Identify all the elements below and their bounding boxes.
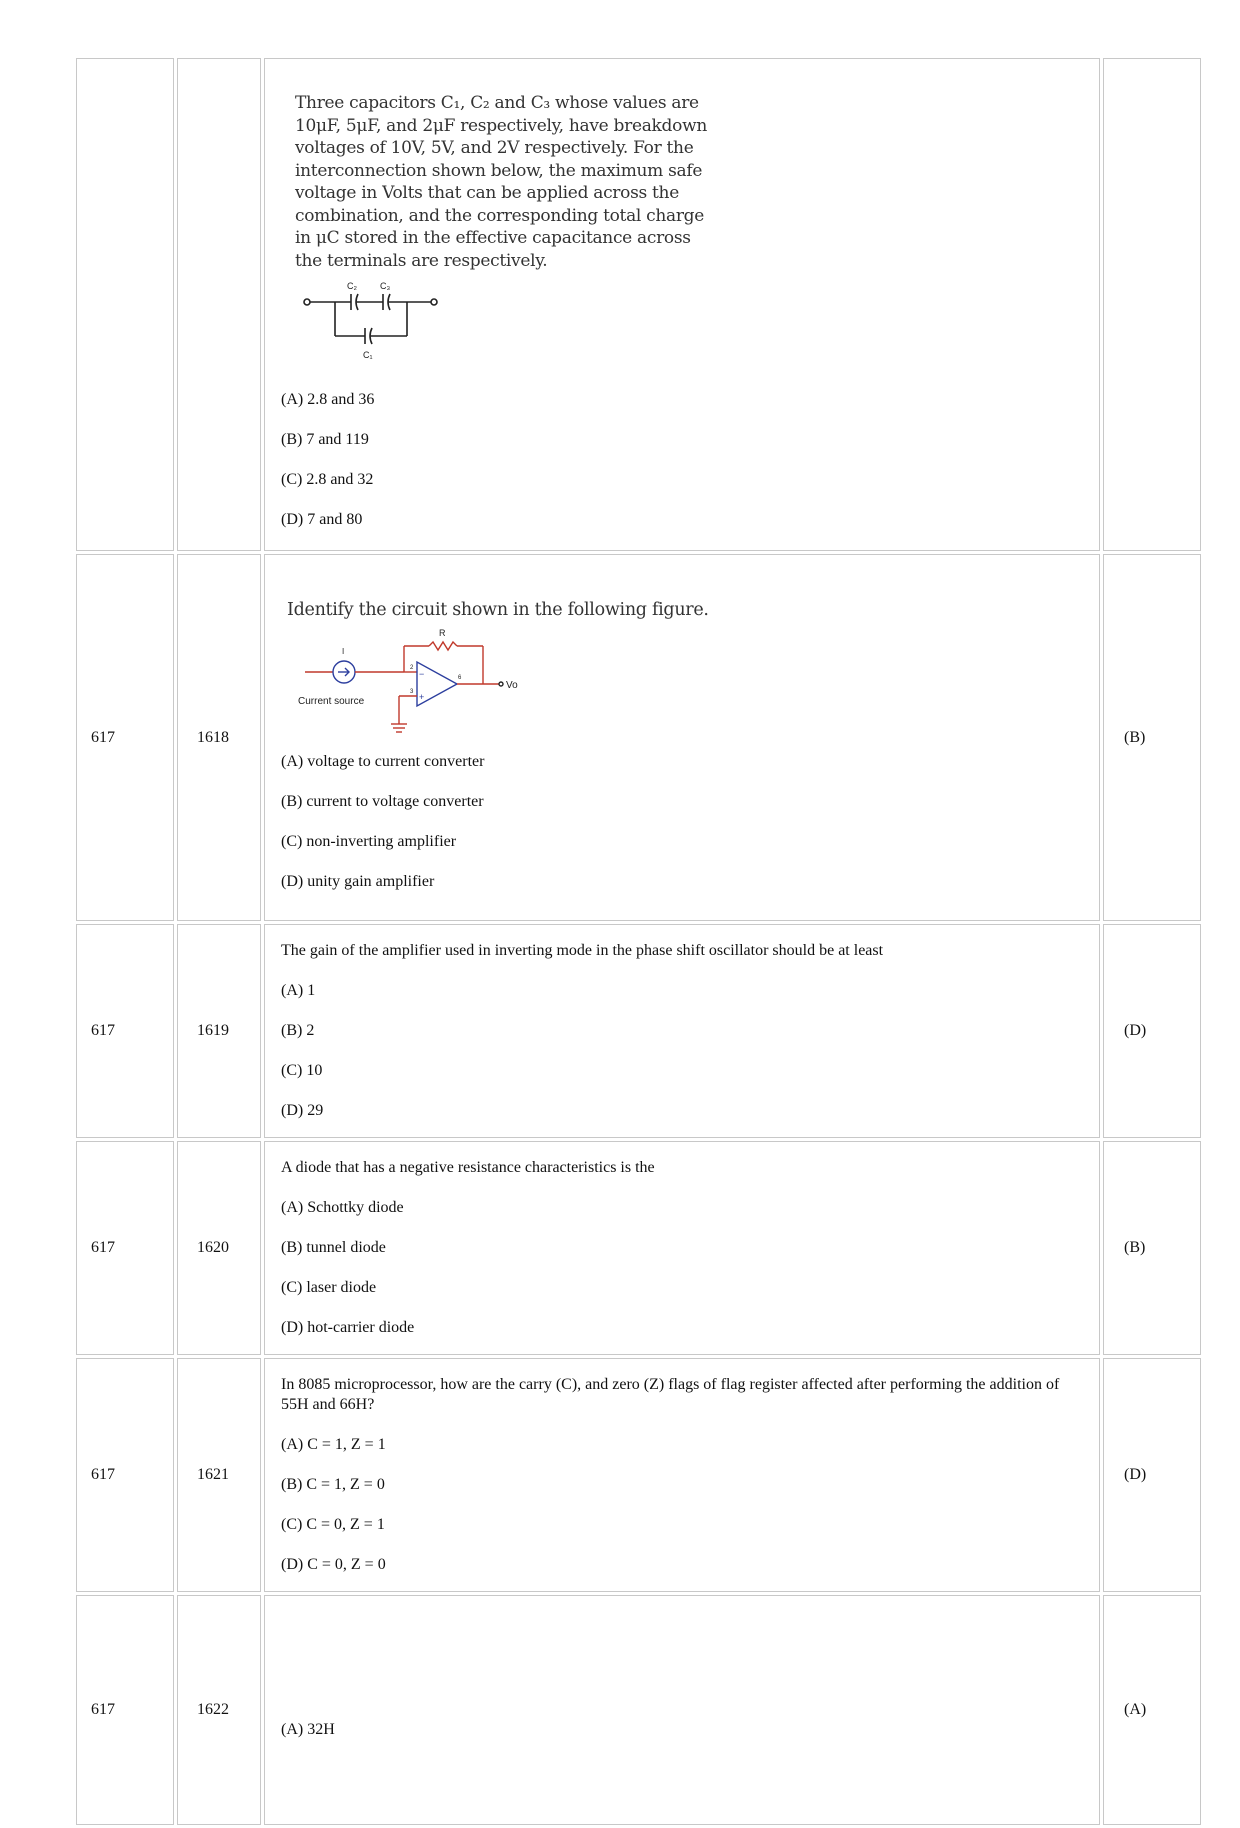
i-label: I — [342, 646, 345, 656]
option-c: (C) non-inverting amplifier — [281, 832, 457, 850]
subject-code-cell: 617 — [76, 1358, 174, 1592]
question-number-cell: 1618 — [177, 554, 261, 921]
option-d: (D) hot-carrier diode — [281, 1319, 415, 1336]
option-a: (A) 2.8 and 36 — [281, 391, 375, 408]
subject-code-cell: 617 — [76, 1595, 174, 1825]
options-list — [281, 1198, 1089, 1338]
question-page — [73, 58, 1170, 1738]
question-cell — [264, 58, 1100, 551]
question-number-cell — [177, 58, 261, 551]
table-row — [76, 58, 1201, 551]
vo-label: Vo — [506, 679, 518, 691]
svg-text:−: − — [419, 668, 425, 679]
question-number-cell: 1619 — [177, 924, 261, 1138]
r-label: R — [439, 627, 446, 638]
subject-code-cell: 617 — [76, 924, 174, 1138]
answer-cell — [1103, 58, 1201, 551]
option-b: (B) 2 — [281, 1022, 315, 1039]
option-a: (A) 32H — [281, 1721, 335, 1738]
question-cell — [264, 924, 1100, 1138]
svg-text:+: + — [419, 691, 425, 702]
answer-cell: (B) — [1103, 1141, 1201, 1355]
c3-label: C₃ — [380, 281, 391, 291]
option-b: (B) C = 1, Z = 0 — [281, 1476, 385, 1493]
question-number-cell: 1622 — [177, 1595, 261, 1825]
question-cell — [264, 1595, 1100, 1825]
subject-code-cell: 617 — [76, 1141, 174, 1355]
option-a: (A) Schottky diode — [281, 1199, 404, 1216]
option-d: (D) unity gain amplifier — [281, 872, 435, 890]
question-image — [281, 599, 1089, 744]
pin-2-label: 2 — [410, 664, 414, 671]
answer-cell: (A) — [1103, 1595, 1201, 1825]
pin-3-label: 3 — [410, 688, 414, 695]
opamp-circuit-figure — [287, 624, 547, 744]
answer-cell: (D) — [1103, 1358, 1201, 1592]
option-c: (C) laser diode — [281, 1279, 377, 1296]
c1-label: C₁ — [363, 350, 373, 360]
options-list — [281, 981, 1089, 1121]
option-c: (C) C = 0, Z = 1 — [281, 1516, 385, 1533]
question-text: In 8085 microprocessor, how are the carry (C), and zero (Z) flags of flag register affected after performing the addition of 55H and 66H? — [281, 1376, 1060, 1413]
subject-code-cell — [76, 58, 174, 551]
subject-code-cell: 617 — [76, 554, 174, 921]
table-row — [76, 554, 1201, 921]
question-number-cell: 1620 — [177, 1141, 261, 1355]
table-row — [76, 1358, 1201, 1592]
question-cell — [264, 1358, 1100, 1592]
option-d: (D) 29 — [281, 1102, 324, 1119]
option-a: (A) voltage to current converter — [281, 752, 485, 770]
table-row — [76, 1141, 1201, 1355]
options-list — [281, 752, 1089, 892]
option-c: (C) 10 — [281, 1062, 323, 1079]
question-text — [281, 1680, 1089, 1700]
question-text: A diode that has a negative resistance characteristics is the — [281, 1159, 655, 1176]
options-list — [281, 1435, 1089, 1575]
options-list — [281, 1720, 1089, 1740]
c2-label: C₂ — [347, 281, 357, 291]
option-c: (C) 2.8 and 32 — [281, 471, 374, 488]
question-cell — [264, 554, 1100, 921]
option-b: (B) current to voltage converter — [281, 792, 484, 810]
option-b: (B) 7 and 119 — [281, 431, 369, 448]
answer-cell: (B) — [1103, 554, 1201, 921]
option-a: (A) C = 1, Z = 1 — [281, 1436, 386, 1453]
answer-cell: (D) — [1103, 924, 1201, 1138]
capacitor-circuit-figure — [295, 278, 455, 368]
option-d: (D) C = 0, Z = 0 — [281, 1556, 386, 1573]
option-a: (A) 1 — [281, 982, 316, 999]
table-row — [76, 924, 1201, 1138]
options-list — [281, 390, 1089, 530]
question-image — [281, 92, 1089, 368]
question-number-cell: 1621 — [177, 1358, 261, 1592]
question-image-text: Three capacitors C₁, C₂ and C₃ whose values are 10μF, 5μF, and 2μF respectively, have breakdown voltages of 10V, 5V, and 2V respectively. For the interconnection shown below, the maximum safe voltage in Volts that can be applied across the combination, and the corresponding total charge in μC stored in the effective capacitance across the terminals are respectively. — [295, 93, 707, 271]
question-text: The gain of the amplifier used in inverting mode in the phase shift oscillator should be at least — [281, 942, 884, 959]
question-table — [73, 55, 1204, 1828]
question-image-text: Identify the circuit shown in the following figure. — [287, 600, 709, 620]
current-source-label: Current source — [298, 695, 365, 707]
question-cell — [264, 1141, 1100, 1355]
pin-6-label: 6 — [458, 674, 462, 681]
option-b: (B) tunnel diode — [281, 1239, 386, 1256]
table-row — [76, 1595, 1201, 1825]
option-d: (D) 7 and 80 — [281, 511, 363, 528]
